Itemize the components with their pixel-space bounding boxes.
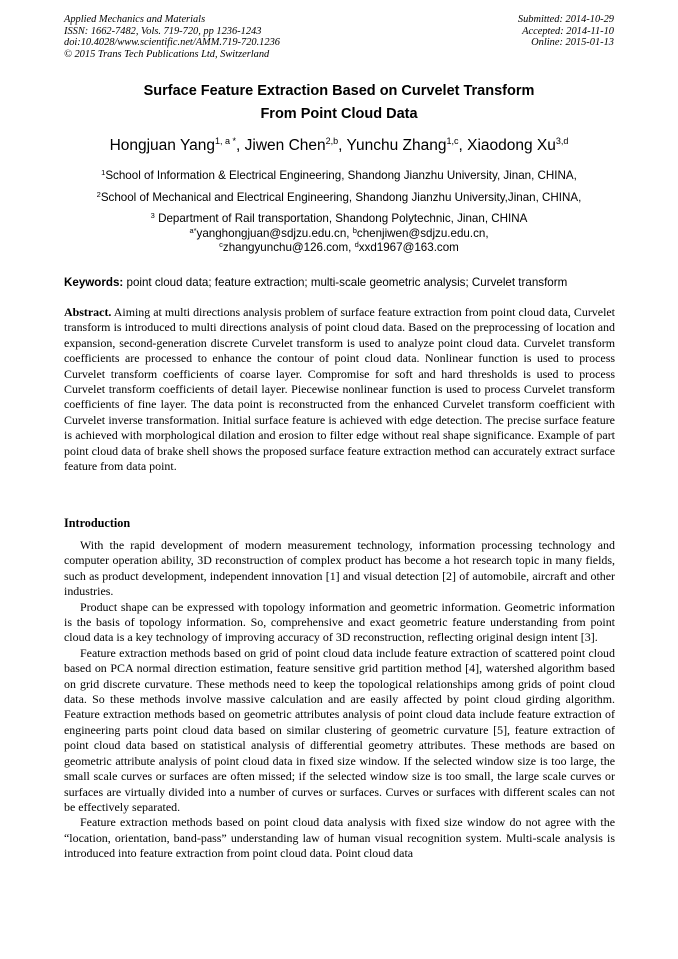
affiliation-text: Department of Rail transportation, Shandong Polytechnic, Jinan, CHINA <box>154 212 528 225</box>
journal-name: Applied Mechanics and Materials <box>64 14 206 25</box>
online-date: Online: 2015-01-13 <box>531 37 614 49</box>
email-line-1 <box>20 227 658 241</box>
abstract-label: Abstract. <box>64 305 112 319</box>
affiliation-superscript: 1 <box>101 168 106 177</box>
accepted-date: Accepted: 2014-11-10 <box>522 25 614 37</box>
author-name: Jiwen Chen <box>244 137 326 154</box>
email-superscript: c <box>219 240 223 249</box>
paper-title-line-1: Surface Feature Extraction Based on Curvelet Transform <box>143 83 535 99</box>
doi-line: doi:10.4028/www.scientific.net/AMM.719-720.1236 <box>64 37 280 49</box>
email-address: zhangyunchu@126.com, <box>222 241 355 254</box>
submission-dates-header <box>518 14 614 49</box>
email-superscript: a* <box>189 226 197 235</box>
keywords-label: Keywords: <box>64 276 124 289</box>
author-name: Yunchu Zhang <box>346 137 447 154</box>
author-superscript: 1,c <box>446 136 459 146</box>
author-superscript: 2,b <box>325 136 339 146</box>
affiliation-1 <box>20 169 658 183</box>
abstract <box>64 305 615 474</box>
intro-paragraph-3: Feature extraction methods based on grid of point cloud data include feature extraction of scattered point cloud based on PCA normal direction estimation, feature sensitive grid partition method [4], watershed algorithm based on grid discrete curvature. These methods need to keep the topological relationships among grids of point cloud data. So these methods involve massive calculation and are easily affected by point cloud girding algorithm. Feature extraction methods based on geometric attributes analysis of point cloud data include feature extraction of engineering parts point cloud data based on similar clustering of geometric curvature [5], feature extraction of point cloud data based on statistical analysis of differential geometry attributes. These methods are based on geometric attribute analysis of point cloud data in fixed size window. If the selected window size is too large, the small scale curves or surfaces are often missed; if the selected window size is too small, the large scale curves or surfaces are virtually divided into a number of curves or surfaces. Curves or surfaces with different scales can not be effectively separated. <box>64 645 615 814</box>
keywords-line <box>64 276 624 290</box>
intro-paragraph-1: With the rapid development of modern measurement technology, information processing technology and computer operation ability, 3D reconstruction of complex product has become a hot research topic in many fields, such as product development, independent innovation [1] and visual detection [2] of automobile, aircraft and other industries. <box>64 538 615 599</box>
author-separator: , <box>338 137 347 154</box>
author-separator: , <box>458 137 468 154</box>
intro-paragraph-4: Feature extraction methods based on point cloud data analysis with fixed size window do not agree with the “location, orientation, band-pass” understanding law of human visual recognition system. Multi-scale analysis is introduced into feature extraction from point cloud data. Point cloud data <box>64 815 615 861</box>
affiliation-text: School of Mechanical and Electrical Engineering, Shandong Jianzhu University,Jinan, CHINA, <box>100 191 582 204</box>
author-separator: , <box>236 137 245 154</box>
affiliation-2 <box>20 191 658 205</box>
introduction-heading: Introduction <box>64 516 131 530</box>
email-address: yanghongjuan@sdjzu.edu.cn, <box>196 227 353 240</box>
paper-title <box>40 80 638 126</box>
author-name: Hongjuan Yang <box>109 137 215 154</box>
email-address: chenjiwen@sdjzu.edu.cn, <box>356 227 489 240</box>
affiliation-superscript: 2 <box>96 190 101 199</box>
affiliation-3 <box>20 212 658 226</box>
intro-paragraph-2: Product shape can be expressed with topology information and geometric information. Geometric information is the basis of topology information. So, comprehensive and exact geometric feature understanding from point cloud data is a key technology of improving accuracy of 3D reconstruction, reflecting original design intent [3]. <box>64 599 615 645</box>
email-address: xxd1967@163.com <box>358 241 459 254</box>
email-superscript: b <box>352 226 357 235</box>
keywords-text: point cloud data; feature extraction; multi-scale geometric analysis; Curvelet transform <box>123 276 568 289</box>
introduction-body <box>64 538 615 862</box>
author-superscript: 3,d <box>555 136 569 146</box>
author-name: Xiaodong Xu <box>467 137 556 154</box>
author-superscript: 1, a * <box>215 136 237 146</box>
journal-info-header <box>64 14 280 60</box>
affiliation-superscript: 3 <box>150 211 155 220</box>
abstract-text: Aiming at multi directions analysis problem of surface feature extraction from point cloud data, Curvelet transform is introduced to multi directions analysis of point cloud data. Based on the preprocessing of location and expansion, second-generation discrete Curvelet transform is used to analyze point cloud data. Curvelet transform coefficients are processed to enhance the contour of point cloud data. Nonlinear function is used to process Curvelet transform coefficients of coarse layer. Compromise for soft and hard thresholds is used to process Curvelet transform coefficients of detail layer. Piecewise nonlinear function is used to process Curvelet transform coefficients of fine layer. The data point is reconstructed from the enhanced Curvelet transform coefficient with Curvelet inverse transformation. Initial surface feature is achieved with edge detection. The precise surface feature is achieved with morphological dilation and erosion to filter edge without real shape significance. Example of part point cloud data of brake shell shows the proposed surface feature extraction method can accurately extract surface feature from data point. <box>64 305 615 474</box>
submitted-date: Submitted: 2014-10-29 <box>517 14 614 25</box>
paper-title-line-2: From Point Cloud Data <box>260 106 418 122</box>
email-line-2 <box>20 241 658 255</box>
email-superscript: d <box>354 240 359 249</box>
copyright-line: © 2015 Trans Tech Publications Ltd, Switzerland <box>64 48 270 60</box>
issn-line: ISSN: 1662-7482, Vols. 719-720, pp 1236-1243 <box>64 25 262 37</box>
author-list <box>40 136 638 156</box>
affiliation-text: School of Information & Electrical Engineering, Shandong Jianzhu University, Jinan, CHINA, <box>105 169 577 182</box>
